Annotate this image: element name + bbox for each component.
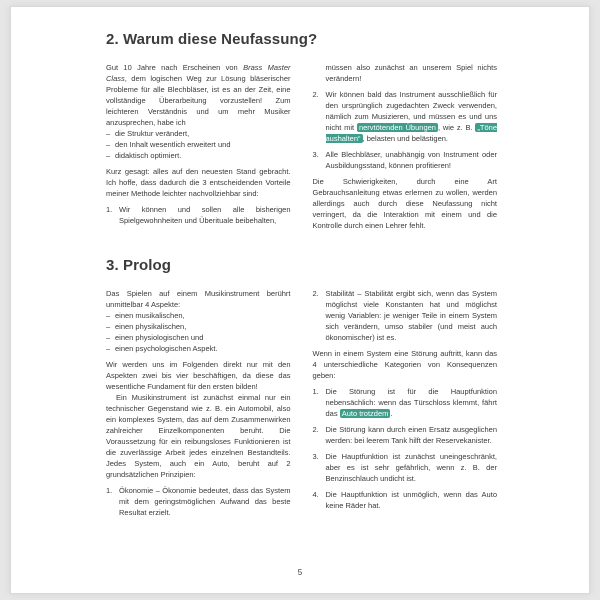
paragraph: [106, 166, 291, 199]
text-run-group: [115, 333, 203, 342]
list-marker: 4.: [312, 490, 319, 499]
list-item: [313, 149, 498, 171]
text-run: den Inhalt wesentlich erweitert und: [115, 140, 231, 149]
list-marker: 3.: [312, 452, 319, 461]
highlighted-text: Auto trotzdem: [341, 409, 389, 418]
text-run-group: [106, 392, 291, 480]
text-run-group: [115, 344, 218, 353]
text-run: einen musikalischen,: [115, 311, 185, 320]
text-run: didaktisch optimiert.: [115, 151, 182, 160]
list-marker: 2.: [312, 90, 319, 99]
paragraph: [106, 62, 291, 128]
text-run-group: [106, 360, 291, 391]
text-run: Die Störung kann durch einen Ersatz ausgeglichen werden: bei leerem Tank hilft der Reservekanister.: [325, 425, 497, 445]
text-run-group: [119, 486, 291, 517]
text-run: müssen also zunächst an unserem Spiel nichts verändern!: [325, 63, 497, 83]
list-marker: 2.: [312, 289, 319, 298]
text-run-group: [115, 129, 189, 138]
text-run: Wir können und sollen alle bisherigen Spielgewohnheiten und Überituale beibehalten,: [119, 205, 291, 225]
section-heading: 3. Prolog: [106, 257, 172, 274]
paragraph: [106, 288, 291, 310]
text-run: Die Störung ist für die Hauptfunktion nebensächlich: wenn das Türschloss klemmt, fährt das: [325, 387, 497, 418]
text-run: Wir werden uns im Folgenden direkt nur mit den Aspekten zwei bis vier beschäftigen, da diese das wesentliche Fundament für den ersten bilden!: [106, 360, 291, 391]
list-marker: –: [106, 311, 111, 320]
text-run-group: [106, 167, 291, 198]
section-heading: 2. Warum diese Neufassung?: [106, 31, 318, 48]
paragraph: [313, 176, 498, 231]
text-run: einen physiologischen und: [115, 333, 204, 342]
italic-text: Brass Master Class: [106, 63, 291, 83]
text-run: Ökonomie – Ökonomie bedeutet, dass das System mit dem geringstmöglichen Aufwand das beste Resultat erzielt.: [119, 486, 291, 517]
text-column: [106, 288, 291, 518]
text-run-group: [326, 490, 498, 510]
list-item: [106, 128, 291, 139]
text-run: Stabilität – Stabilität ergibt sich, wenn das System möglichst viele Konstanten hat und möglichst wenig Variablen: je weniger Teile in einem System sich verändern, umso stabiler (und meist auch ökonomischer) ist es.: [325, 289, 497, 342]
text-column: [313, 288, 498, 518]
list-item: [313, 424, 498, 446]
list-item: [313, 489, 498, 511]
page-content: [106, 31, 497, 553]
text-run-group: [115, 322, 186, 331]
text-run-group: [106, 289, 291, 309]
text-run: Kurz gesagt: alles auf den neuesten Stand gebracht. Ich hoffe, dass dadurch die 3 entscheidenden Vorteile meiner Methode leichter nachvollziehbar sind:: [106, 167, 291, 198]
text-run-group: [115, 140, 231, 149]
list-item: [313, 62, 498, 84]
list-marker: –: [106, 344, 111, 353]
paragraph: [106, 392, 291, 480]
text-run: Die Hauptfunktion ist unmöglich, wenn das Auto keine Räder hat.: [325, 490, 497, 510]
two-column-layout: [106, 288, 497, 518]
paragraph: [106, 359, 291, 392]
list-marker: –: [106, 151, 111, 160]
text-run: Wenn in einem System eine Störung auftritt, kann das 4 unterschiedliche Kategorien von Konsequenzen geben:: [312, 349, 497, 380]
list-item: [106, 485, 291, 518]
text-run-group: [326, 425, 498, 445]
text-run: Alle Blechbläser, unabhängig von Instrument oder Ausbildungsstand, können profitieren!: [325, 150, 497, 170]
section: [106, 257, 497, 518]
text-run-group: [115, 151, 181, 160]
list-marker: 1.: [106, 205, 113, 214]
text-run-group: [326, 63, 498, 83]
text-run: Ein Musikinstrument ist zunächst einmal nur ein technischer Gegenstand wie z. B. ein Automobil, also ein komplexes System, das auf dem Zusammenwirken zahlreicher Einzelkomponenten beruht. Die Voraussetzung für ein reibungsloses Funktionieren ist die zuverlässige Arbeit jedes einzelnen Bestandteils. Jedes System, auch ein Auto, beruht auf 2 grundsätzlichen Prinzipien:: [106, 393, 291, 479]
text-run-group: [115, 311, 185, 320]
list-marker: –: [106, 129, 111, 138]
text-run: , wie z. B.: [437, 123, 476, 132]
list-item: [106, 139, 291, 150]
text-run-group: [326, 452, 498, 483]
text-run-group: [119, 205, 291, 225]
list-item: [313, 89, 498, 144]
list-marker: 2.: [312, 425, 319, 434]
list-item: [313, 288, 498, 343]
text-run-group: [326, 150, 498, 170]
text-run-group: [326, 387, 498, 418]
text-run: Wir können bald das Instrument ausschließlich für den ursprünglich zugedachten Zweck verwenden, nämlich zum Musizieren, und müssen es und uns nicht mit: [325, 90, 497, 132]
list-item: [106, 343, 291, 354]
text-run: , belasten und belästigen.: [362, 134, 449, 143]
book-page: [10, 6, 590, 594]
text-column: [313, 62, 498, 231]
text-run-group: [313, 349, 498, 380]
list-marker: 1.: [312, 387, 319, 396]
list-item: [106, 150, 291, 161]
text-run-group: [106, 63, 291, 127]
text-run: , dem logischen Weg zur Lösung bläserischer Probleme für alle Blechbläser, ist es an der Zeit, eine vollständige Überarbeitung vorzustellen! Zum leichteren Verständnis und um mehr Musiker anzusprechen, habe ich: [106, 74, 291, 127]
highlighted-text: „Töne aushalten“: [325, 123, 498, 143]
page-number: 5: [297, 568, 303, 577]
highlighted-text: nervtötenden Übungen: [358, 123, 436, 132]
text-run: .: [390, 409, 393, 418]
list-item: [313, 451, 498, 484]
list-item: [106, 332, 291, 343]
text-run: Das Spielen auf einem Musikinstrument berührt unmittelbar 4 Aspekte:: [106, 289, 291, 309]
two-column-layout: [106, 62, 497, 231]
paragraph: [313, 348, 498, 381]
text-run: Die Hauptfunktion ist zunächst uneingeschränkt, aber es ist sehr gefährlich, wenn z. B. der Benzinschlauch undicht ist.: [325, 452, 497, 483]
text-run: Die Schwierigkeiten, durch eine Art Gebrauchsanleitung etwas erlernen zu wollen, werden allerdings auch durch diese Neufassung nicht verringert, da die Interaktion mit einem und die Kontrolle durch einen Lehrer fehlt.: [312, 177, 497, 230]
list-marker: –: [106, 322, 111, 331]
text-run-group: [326, 289, 498, 342]
text-run-group: [326, 90, 498, 143]
text-run: Gut 10 Jahre nach Erscheinen von: [106, 63, 244, 72]
list-marker: 3.: [312, 150, 319, 159]
list-marker: 1.: [106, 486, 113, 495]
page-footer: [11, 568, 589, 577]
text-run-group: [313, 177, 498, 230]
list-item: [106, 321, 291, 332]
text-run: einen physikalischen,: [115, 322, 187, 331]
text-run: die Struktur verändert,: [115, 129, 190, 138]
list-marker: –: [106, 333, 111, 342]
text-column: [106, 62, 291, 231]
list-item: [106, 310, 291, 321]
list-item: [106, 204, 291, 226]
list-item: [313, 386, 498, 419]
list-marker: –: [106, 140, 111, 149]
section: [106, 31, 497, 231]
text-run: einen psychologischen Aspekt.: [115, 344, 218, 353]
